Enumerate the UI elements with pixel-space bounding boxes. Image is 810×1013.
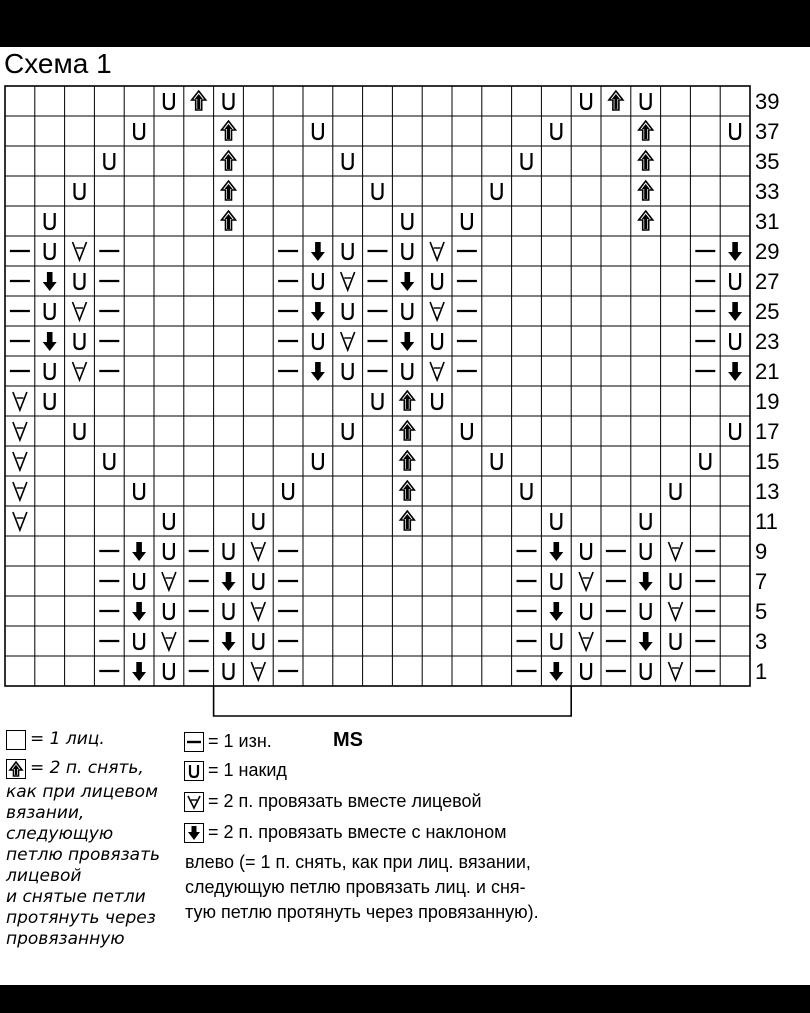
legend-ssk-line: тую петлю протянуть через провязанную).: [185, 902, 539, 922]
legend-slip-line: лицевой: [6, 866, 82, 886]
chart-title: Схема 1: [4, 48, 112, 79]
row-number: 23: [755, 329, 780, 354]
legend-ssk: [184, 822, 507, 843]
legend-k2tog-text: = 2 п. провязать вместе лицевой: [208, 791, 482, 811]
row-number: 17: [755, 419, 780, 444]
knit-symbol-icon: [6, 730, 26, 750]
legend-slip-description: [6, 782, 181, 950]
row-number: 37: [755, 119, 780, 144]
legend-slip-line: протянуть через: [6, 908, 156, 928]
row-number: 27: [755, 269, 780, 294]
double-up-arrow-icon: [6, 759, 26, 779]
legend-slip-line: провязанную: [6, 929, 125, 949]
k2tog-symbol-icon: [184, 792, 204, 812]
legend-slip-line: следующую: [6, 824, 114, 844]
row-number: 29: [755, 239, 780, 264]
legend-yarn-over: [184, 760, 287, 781]
legend-slip-line: как при лицевом: [6, 782, 158, 802]
row-number: 19: [755, 389, 780, 414]
yarn-over-u-icon: [184, 761, 204, 781]
row-number: 7: [755, 569, 768, 594]
down-arrow-icon: [184, 823, 204, 843]
purl-dash-icon: [184, 732, 204, 752]
row-number: 21: [755, 359, 780, 384]
row-number: 11: [755, 509, 778, 534]
repeat-bracket: [214, 686, 572, 716]
legend-ssk-description: [185, 850, 539, 925]
legend-knit: [6, 729, 105, 750]
legend-purl-text: = 1 изн.: [208, 731, 272, 751]
row-number: 3: [755, 629, 768, 654]
bottom-black-bar: [0, 985, 810, 1013]
legend-knit-text: = 1 лиц.: [30, 729, 105, 749]
legend-k2tog: [184, 791, 482, 812]
row-number: 33: [755, 179, 780, 204]
row-number: 25: [755, 299, 780, 324]
legend-purl: [184, 731, 272, 752]
row-number: 39: [755, 89, 780, 114]
legend-yarn-over-text: = 1 накид: [208, 760, 287, 780]
legend-slip-text: = 2 п. снять,: [30, 758, 144, 778]
legend-slip-line: петлю провязать: [6, 845, 160, 865]
repeat-label: MS: [333, 729, 363, 751]
row-number: 9: [755, 539, 768, 564]
legend-slip: [6, 758, 144, 779]
row-number: 35: [755, 149, 780, 174]
legend-ssk-line: влево (= 1 п. снять, как при лиц. вязании,: [185, 852, 531, 872]
row-number: 15: [755, 449, 780, 474]
legend-ssk-line: следующую петлю провязать лиц. и сня-: [185, 877, 526, 897]
legend-ssk-text: = 2 п. провязать вместе с наклоном: [208, 822, 507, 842]
legend-slip-line: и снятые петли: [6, 887, 146, 907]
row-number: 13: [755, 479, 780, 504]
row-number: 1: [755, 659, 768, 684]
row-number: 31: [755, 209, 780, 234]
legend-slip-line: вязании,: [6, 803, 85, 823]
row-number: 5: [755, 599, 768, 624]
